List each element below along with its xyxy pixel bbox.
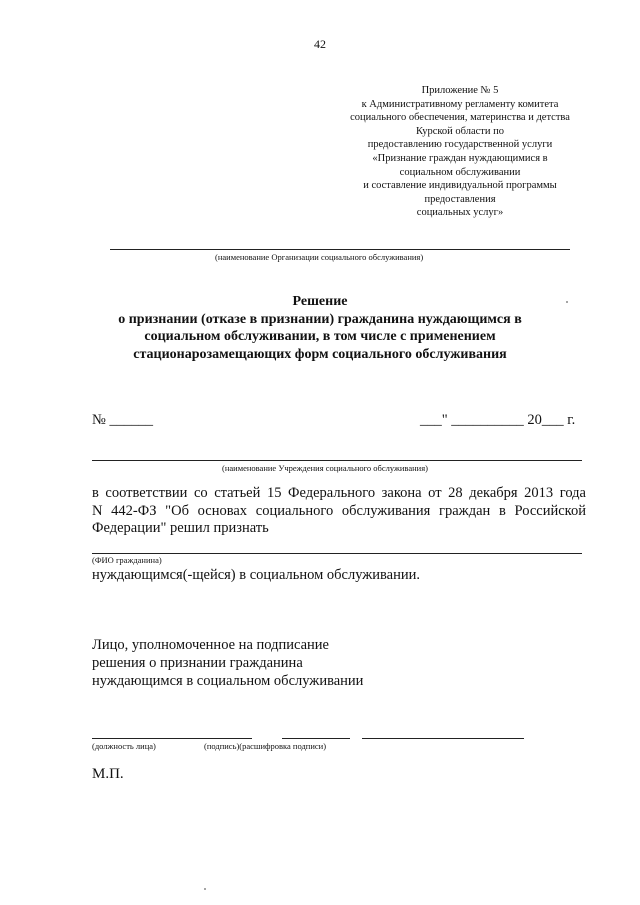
appendix-line: Курской области по <box>415 125 505 137</box>
title-line: Решение <box>292 294 348 309</box>
signatory-line: нуждающимся в социальном обслуживании <box>92 673 364 689</box>
decision-date: ___" __________ 20___ г. <box>420 412 576 428</box>
scan-speck <box>566 301 568 303</box>
decision-body <box>92 485 586 538</box>
signature-decoding-line <box>362 738 524 739</box>
title-line: стационарозамещающих форм социального обслуживания <box>133 346 507 362</box>
body-line: N 442-ФЗ "Об основах социального обслуживания граждан в Российской <box>92 502 586 519</box>
appendix-line: «Признание граждан нуждающимися в <box>372 152 548 164</box>
title-line: о признании (отказе в признании) гражданина нуждающимся в <box>118 311 522 327</box>
signatory-line: решения о признании гражданина <box>92 655 303 671</box>
institution-name-caption: (наименование Учреждения социального обслуживания) <box>222 463 428 473</box>
org-name-line <box>110 249 570 250</box>
institution-name-line <box>92 460 582 461</box>
signature-caption: (подпись)(расшифровка подписи) <box>204 741 327 751</box>
appendix-line: Приложение № 5 <box>421 85 499 96</box>
scan-speck <box>204 888 206 890</box>
position-caption: (должность лица) <box>92 741 156 751</box>
org-name-caption: (наименование Организации социального обслуживания) <box>215 252 424 262</box>
appendix-line: и составление индивидуальной программы <box>363 180 557 192</box>
body-line: Федерации" решил признать <box>92 520 269 536</box>
decision-number: № ______ <box>92 412 153 428</box>
appendix-line: к Административному регламенту комитета <box>361 98 559 110</box>
needy-statement: нуждающимся(-щейся) в социальном обслуживании. <box>92 567 421 583</box>
fio-line <box>92 553 582 554</box>
signatory-block <box>92 636 363 690</box>
signatory-line: Лицо, уполномоченное на подписание <box>92 637 329 653</box>
appendix-line: предоставления <box>424 193 496 205</box>
position-line <box>92 738 252 739</box>
document-title <box>60 293 580 363</box>
fio-caption: (ФИО гражданина) <box>92 555 162 565</box>
appendix-line: предоставлению государственной услуги <box>367 139 553 151</box>
signature-line <box>282 738 350 739</box>
appendix-line: социальном обслуживании <box>399 166 521 178</box>
body-line: в соответствии со статьей 15 Федерального закона от 28 декабря 2013 года <box>92 485 586 501</box>
appendix-line: социального обеспечения, материнства и детства <box>350 112 570 124</box>
appendix-line: социальных услуг» <box>416 207 504 219</box>
appendix-block <box>330 84 590 220</box>
title-line: социальном обслуживании, в том числе с применением <box>144 329 496 344</box>
page-number: 42 <box>314 37 326 51</box>
stamp-place: М.П. <box>92 766 124 782</box>
